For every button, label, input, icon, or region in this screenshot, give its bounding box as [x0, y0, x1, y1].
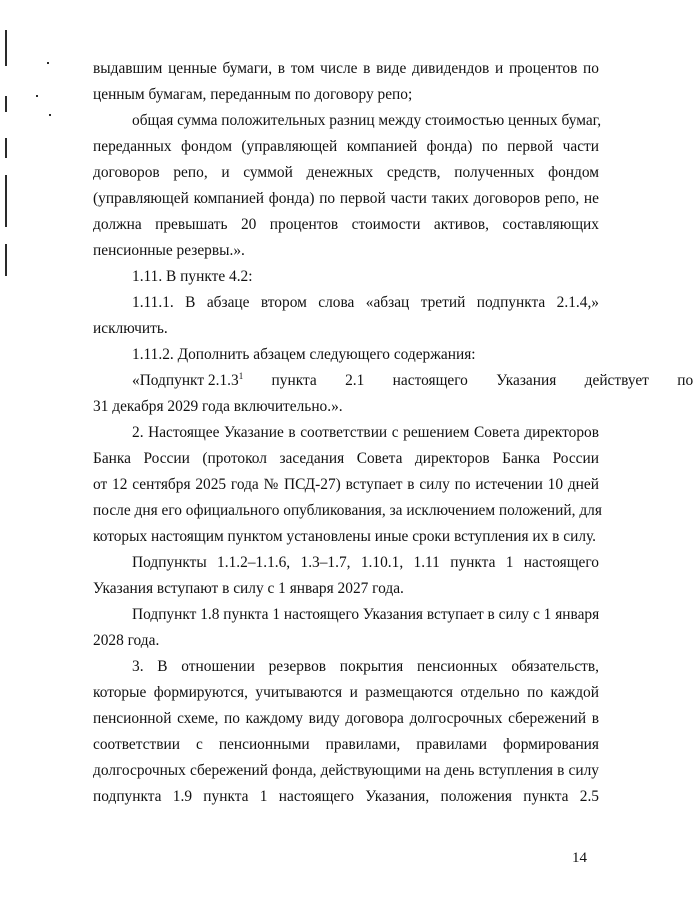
text-line: выдавшим ценные бумаги, в том числе в виде дивидендов и процентов по	[93, 60, 599, 77]
text-line: Банка России (протокол заседания Совета директоров Банка России	[93, 450, 599, 467]
text-line: 2028 года.	[93, 632, 160, 649]
text-line: пенсионные резервы.».	[93, 242, 245, 259]
text-line: переданных фондом (управляющей компанией фонда) по первой части	[93, 138, 599, 155]
text-line: (управляющей компанией фонда) по первой части таких договоров репо, не	[93, 190, 599, 207]
text-run: пункта 2.1 настоящего Указания действует по	[243, 372, 693, 389]
text-line: Подпункты 1.1.2–1.1.6, 1.3–1.7, 1.10.1, 1.11 пункта 1 настоящего	[132, 554, 599, 571]
text-line: Указания вступают в силу с 1 января 2027 года.	[93, 580, 404, 597]
scan-margin-mark	[5, 96, 7, 112]
text-line: 2. Настоящее Указание в соответствии с решением Совета директоров	[132, 424, 599, 441]
scan-margin-mark	[47, 62, 49, 64]
text-line: после дня его официального опубликования, за исключением положений, для	[93, 502, 602, 519]
text-line: от 12 сентября 2025 года № ПСД-27) вступает в силу по истечении 10 дней	[93, 476, 599, 493]
text-line	[132, 371, 693, 391]
text-line: договоров репо, и суммой денежных средств, полученных фондом	[93, 164, 599, 181]
text-line: 31 декабря 2029 года включительно.».	[93, 398, 343, 415]
text-line: 3. В отношении резервов покрытия пенсионных обязательств,	[132, 658, 599, 675]
scan-margin-mark	[36, 95, 38, 97]
text-line: которые формируются, учитываются и размещаются отдельно по каждой	[93, 684, 599, 701]
scan-margin-mark	[5, 175, 7, 227]
text-run: «Подпункт 2.1.3	[132, 372, 239, 389]
page-number: 14	[572, 850, 587, 866]
footnote-superscript: 1	[238, 371, 244, 381]
text-line: исключить.	[93, 320, 168, 337]
text-line: общая сумма положительных разниц между стоимостью ценных бумаг,	[132, 112, 602, 129]
scan-margin-mark	[5, 30, 7, 66]
text-line: 1.11.1. В абзаце втором слова «абзац третий подпункта 2.1.4,»	[132, 294, 599, 311]
scan-margin-mark	[5, 138, 7, 158]
text-line: которых настоящим пунктом установлены иные сроки вступления их в силу.	[93, 528, 597, 545]
scan-margin-mark	[5, 244, 7, 276]
text-line: ценным бумагам, переданным по договору репо;	[93, 86, 413, 103]
text-line: пенсионной схеме, по каждому виду договора долгосрочных сбережений в	[93, 710, 599, 727]
text-line: должна превышать 20 процентов стоимости активов, составляющих	[93, 216, 599, 233]
text-line: 1.11. В пункте 4.2:	[132, 268, 253, 285]
scan-margin-mark	[49, 114, 51, 116]
text-line: долгосрочных сбережений фонда, действующими на день вступления в силу	[93, 762, 599, 779]
text-line: 1.11.2. Дополнить абзацем следующего содержания:	[132, 346, 476, 363]
text-line: Подпункт 1.8 пункта 1 настоящего Указания вступает в силу с 1 января	[132, 606, 600, 623]
text-line: подпункта 1.9 пункта 1 настоящего Указания, положения пункта 2.5	[93, 788, 599, 805]
text-line: соответствии с пенсионными правилами, правилами формирования	[93, 736, 599, 753]
